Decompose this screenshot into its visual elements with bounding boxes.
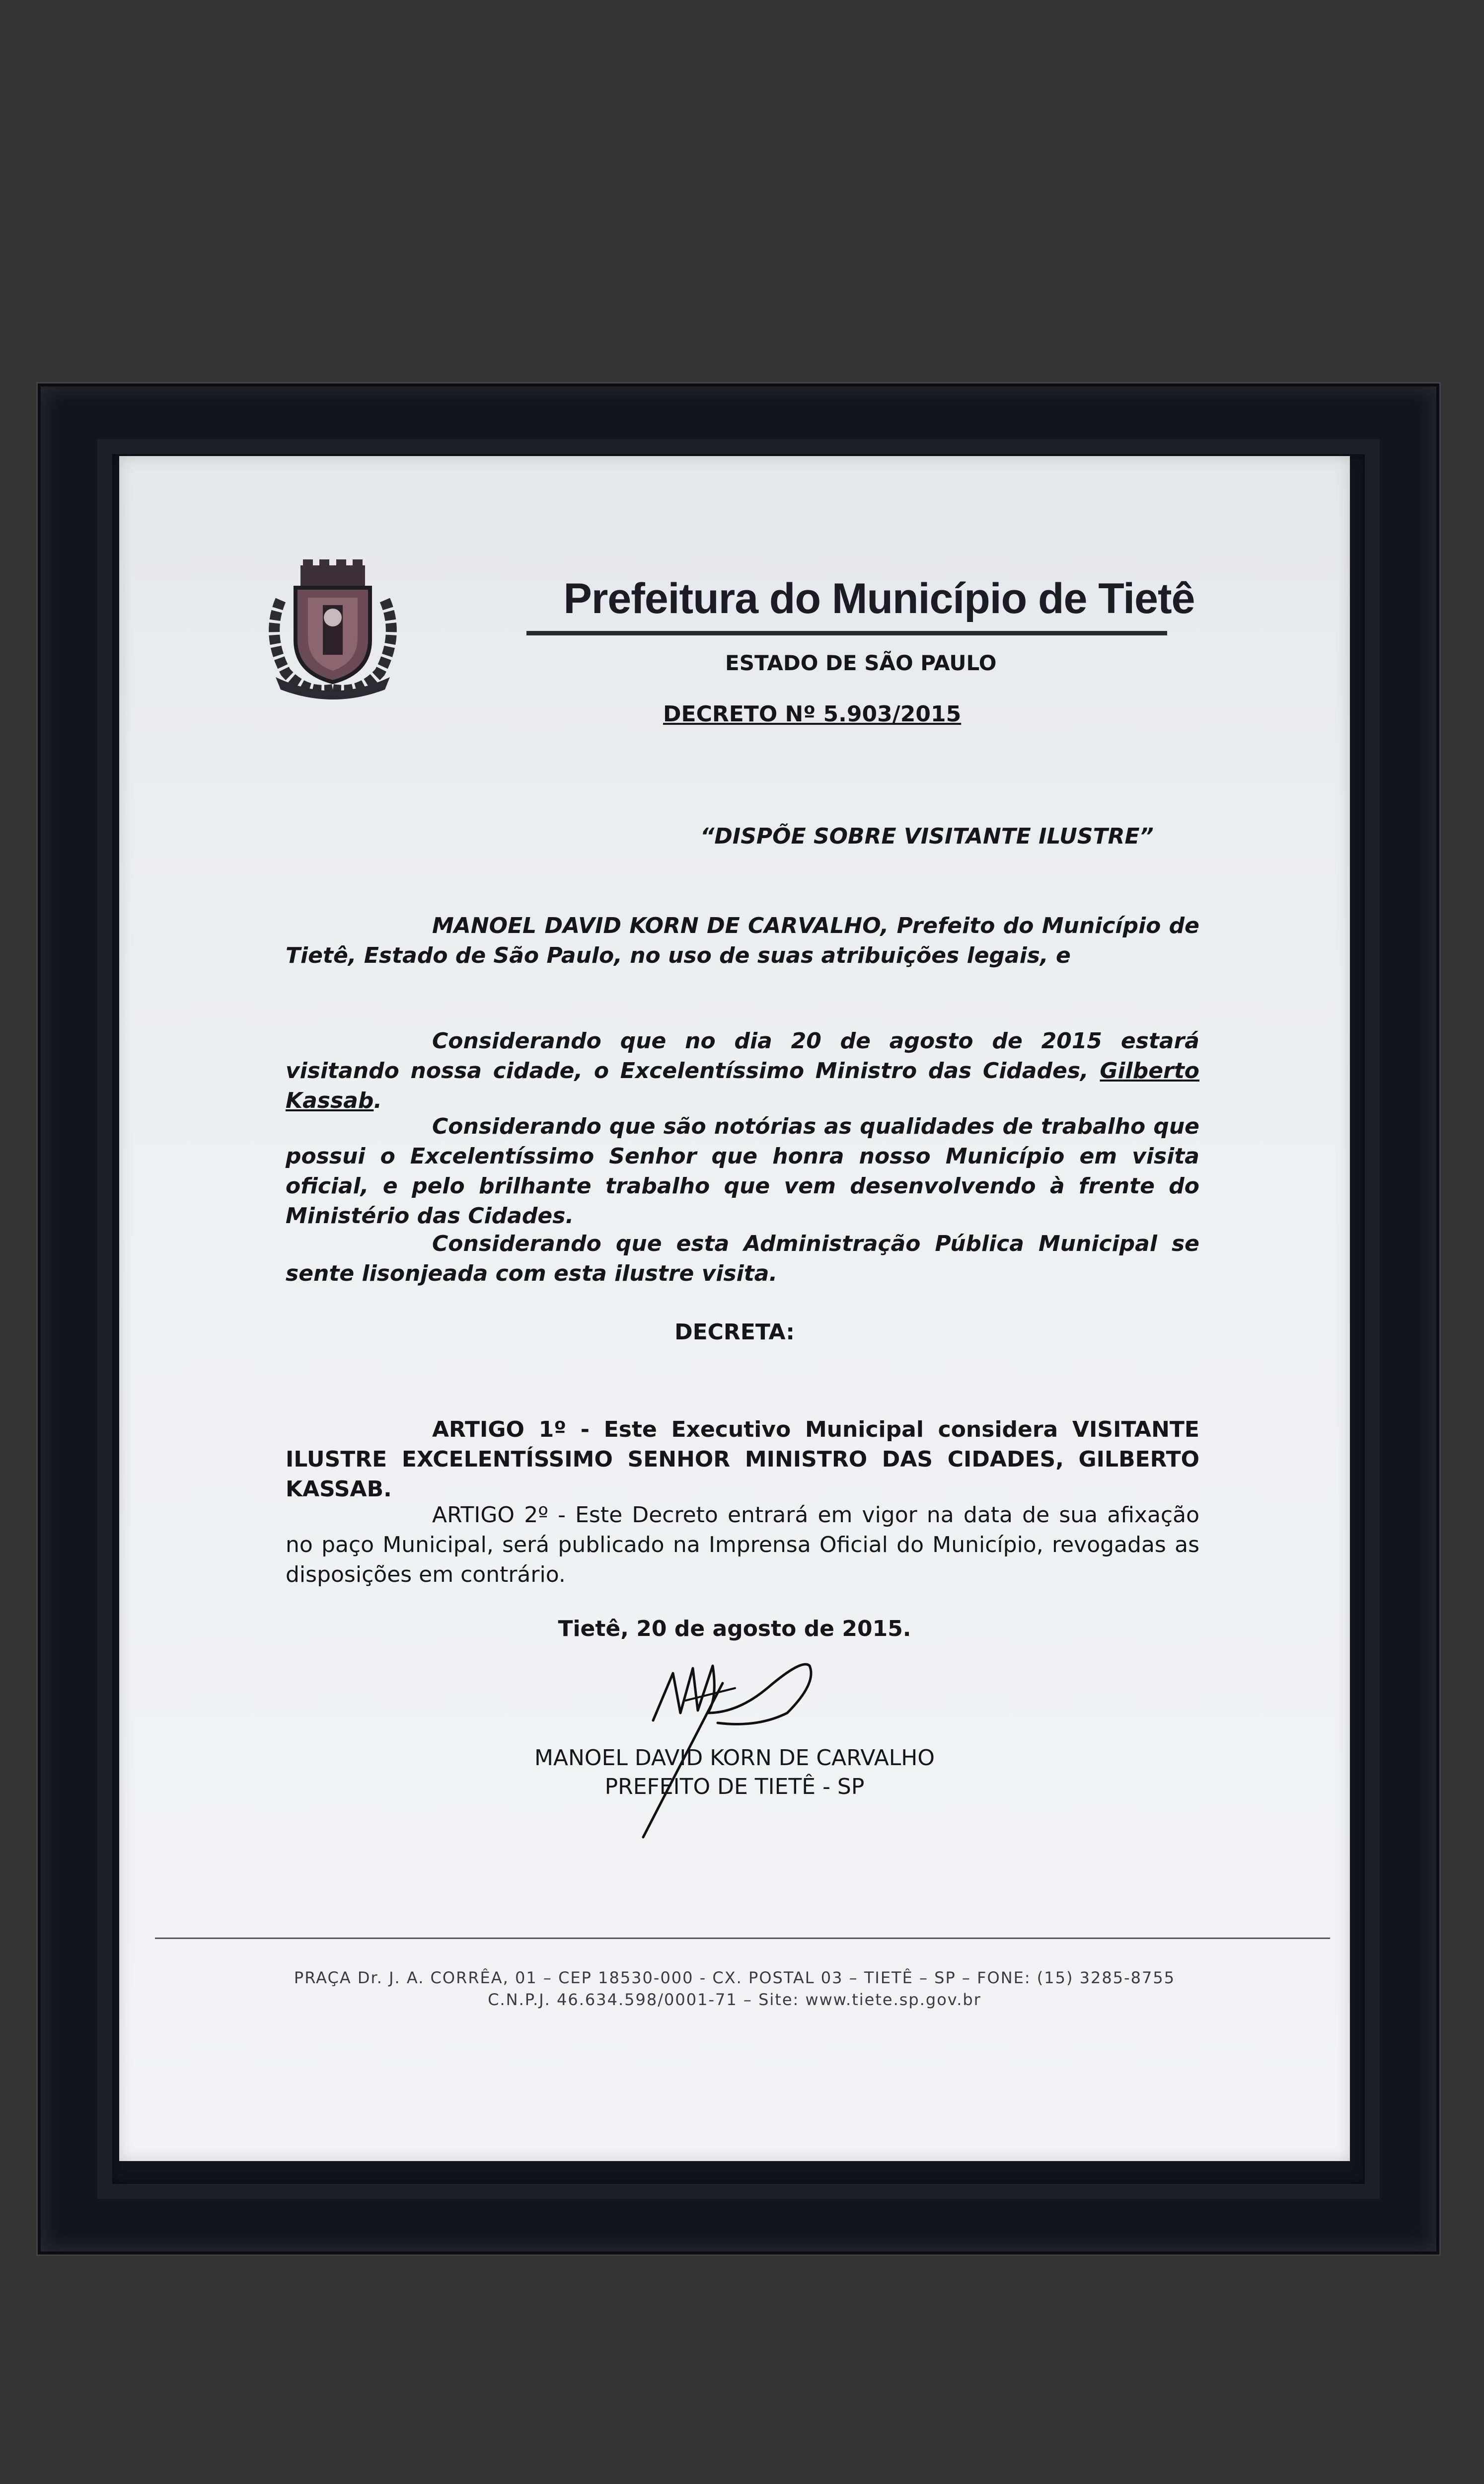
footer-rule	[155, 1938, 1330, 1939]
coat-of-arms-icon	[261, 555, 405, 699]
municipality-title: Prefeitura do Município de Tietê	[563, 575, 1195, 622]
artigo-2: ARTIGO 2º - Este Decreto entrará em vigor na data de sua afixação no paço Municipal, será publicado na Imprensa Oficial do Município, revogadas as disposições em contrário.	[286, 1502, 1199, 1587]
considerando-3: Considerando que esta Administração Pública Municipal se sente lisonjeada com esta ilustre visita.	[286, 1231, 1199, 1286]
decree-number: DECRETO Nº 5.903/2015	[663, 701, 962, 727]
decree-date: Tietê, 20 de agosto de 2015.	[558, 1616, 911, 1641]
artigo-1: ARTIGO 1º - Este Executivo Municipal considera VISITANTE ILUSTRE EXCELENTÍSSIMO SENHOR MINISTRO DAS CIDADES, GILBERTO KASSAB.	[286, 1417, 1199, 1502]
decree-document	[119, 456, 1350, 2161]
title-underline	[526, 631, 1167, 635]
considerando-1: Considerando que no dia 20 de agosto de 2015 estará visitando nossa cidade, o Excelentíssimo Ministro das Cidades, Gilberto Kassab.	[286, 1028, 1199, 1113]
decree-ementa: “DISPÕE SOBRE VISITANTE ILUSTRE”	[700, 824, 1154, 849]
preamble-paragraph: MANOEL DAVID KORN DE CARVALHO, Prefeito do Município de Tietê, Estado de São Paulo, no uso de suas atribuições legais, e	[286, 913, 1199, 968]
decreta-heading: DECRETA:	[674, 1320, 795, 1345]
footer-cnpj-site: C.N.P.J. 46.634.598/0001-71 – Site: www.tiete.sp.gov.br	[488, 1990, 981, 2009]
signatory-role: PREFEITO DE TIETÊ - SP	[604, 1774, 865, 1799]
footer-address: PRAÇA Dr. J. A. CORRÊA, 01 – CEP 18530-000 - CX. POSTAL 03 – TIETÊ – SP – FONE: (15) 3285-8755	[294, 1968, 1176, 1987]
minister-name-underlined: Gilberto Kassab	[286, 1058, 1199, 1113]
signatory-name: MANOEL DAVID KORN DE CARVALHO	[534, 1745, 935, 1771]
state-name: ESTADO DE SÃO PAULO	[725, 651, 997, 675]
considerando-2: Considerando que são notórias as qualidades de trabalho que possui o Excelentíssimo Senhor que honra nosso Município em visita oficial, e pelo brilhante trabalho que vem desenvolvendo à frente do Ministério das Cidades.	[286, 1114, 1199, 1229]
